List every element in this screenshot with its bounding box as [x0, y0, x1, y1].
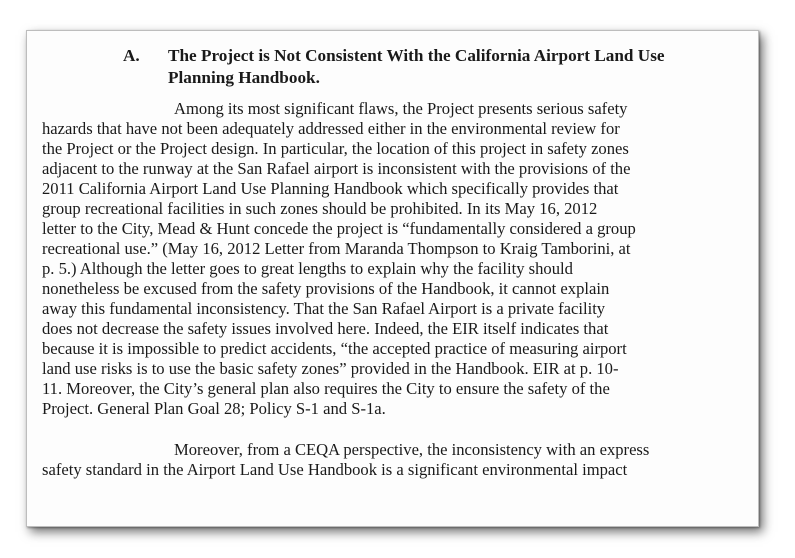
paragraph-line: nonetheless be excused from the safety provisions of the Handbook, it cannot explain: [42, 279, 610, 298]
paragraph-line: letter to the City, Mead & Hunt concede the project is “fundamentally considered a group: [42, 219, 636, 238]
paragraph-line: adjacent to the runway at the San Rafael airport is inconsistent with the provisions of the: [42, 159, 631, 178]
paragraph-line: p. 5.) Although the letter goes to great lengths to explain why the facility should: [42, 259, 573, 278]
paragraph-line: hazards that have not been adequately addressed either in the environmental review for: [42, 119, 620, 138]
paragraph-line: Among its most significant flaws, the Project presents serious safety: [174, 99, 628, 118]
section-number: A.: [123, 46, 140, 65]
paragraph-line: group recreational facilities in such zones should be prohibited. In its May 16, 2012: [42, 199, 598, 218]
section-title-line-2: Planning Handbook.: [168, 68, 320, 87]
section-title-line-1: The Project is Not Consistent With the California Airport Land Use: [168, 46, 665, 65]
paragraph-line: 11. Moreover, the City’s general plan also requires the City to ensure the safety of the: [42, 379, 610, 398]
paragraph-line: because it is impossible to predict accidents, “the accepted practice of measuring airport: [42, 339, 627, 358]
document-page: [26, 30, 759, 527]
paragraph-line: recreational use.” (May 16, 2012 Letter from Maranda Thompson to Kraig Tamborini, at: [42, 239, 631, 258]
paragraph-line: land use risks is to use the basic safety zones” provided in the Handbook. EIR at p. 10-: [42, 359, 619, 378]
paragraph-line: away this fundamental inconsistency. That the San Rafael Airport is a private facility: [42, 299, 606, 318]
paragraph-line: safety standard in the Airport Land Use Handbook is a significant environmental impact: [42, 460, 628, 479]
paragraph-line: Moreover, from a CEQA perspective, the inconsistency with an express: [174, 440, 650, 459]
paragraph-line: the Project or the Project design. In particular, the location of this project in safety zones: [42, 139, 629, 158]
paragraph-line: Project. General Plan Goal 28; Policy S-1 and S-1a.: [42, 399, 386, 418]
paragraph-line: does not decrease the safety issues involved here. Indeed, the EIR itself indicates that: [42, 319, 609, 338]
paragraph-line: 2011 California Airport Land Use Planning Handbook which specifically provides that: [42, 179, 619, 198]
